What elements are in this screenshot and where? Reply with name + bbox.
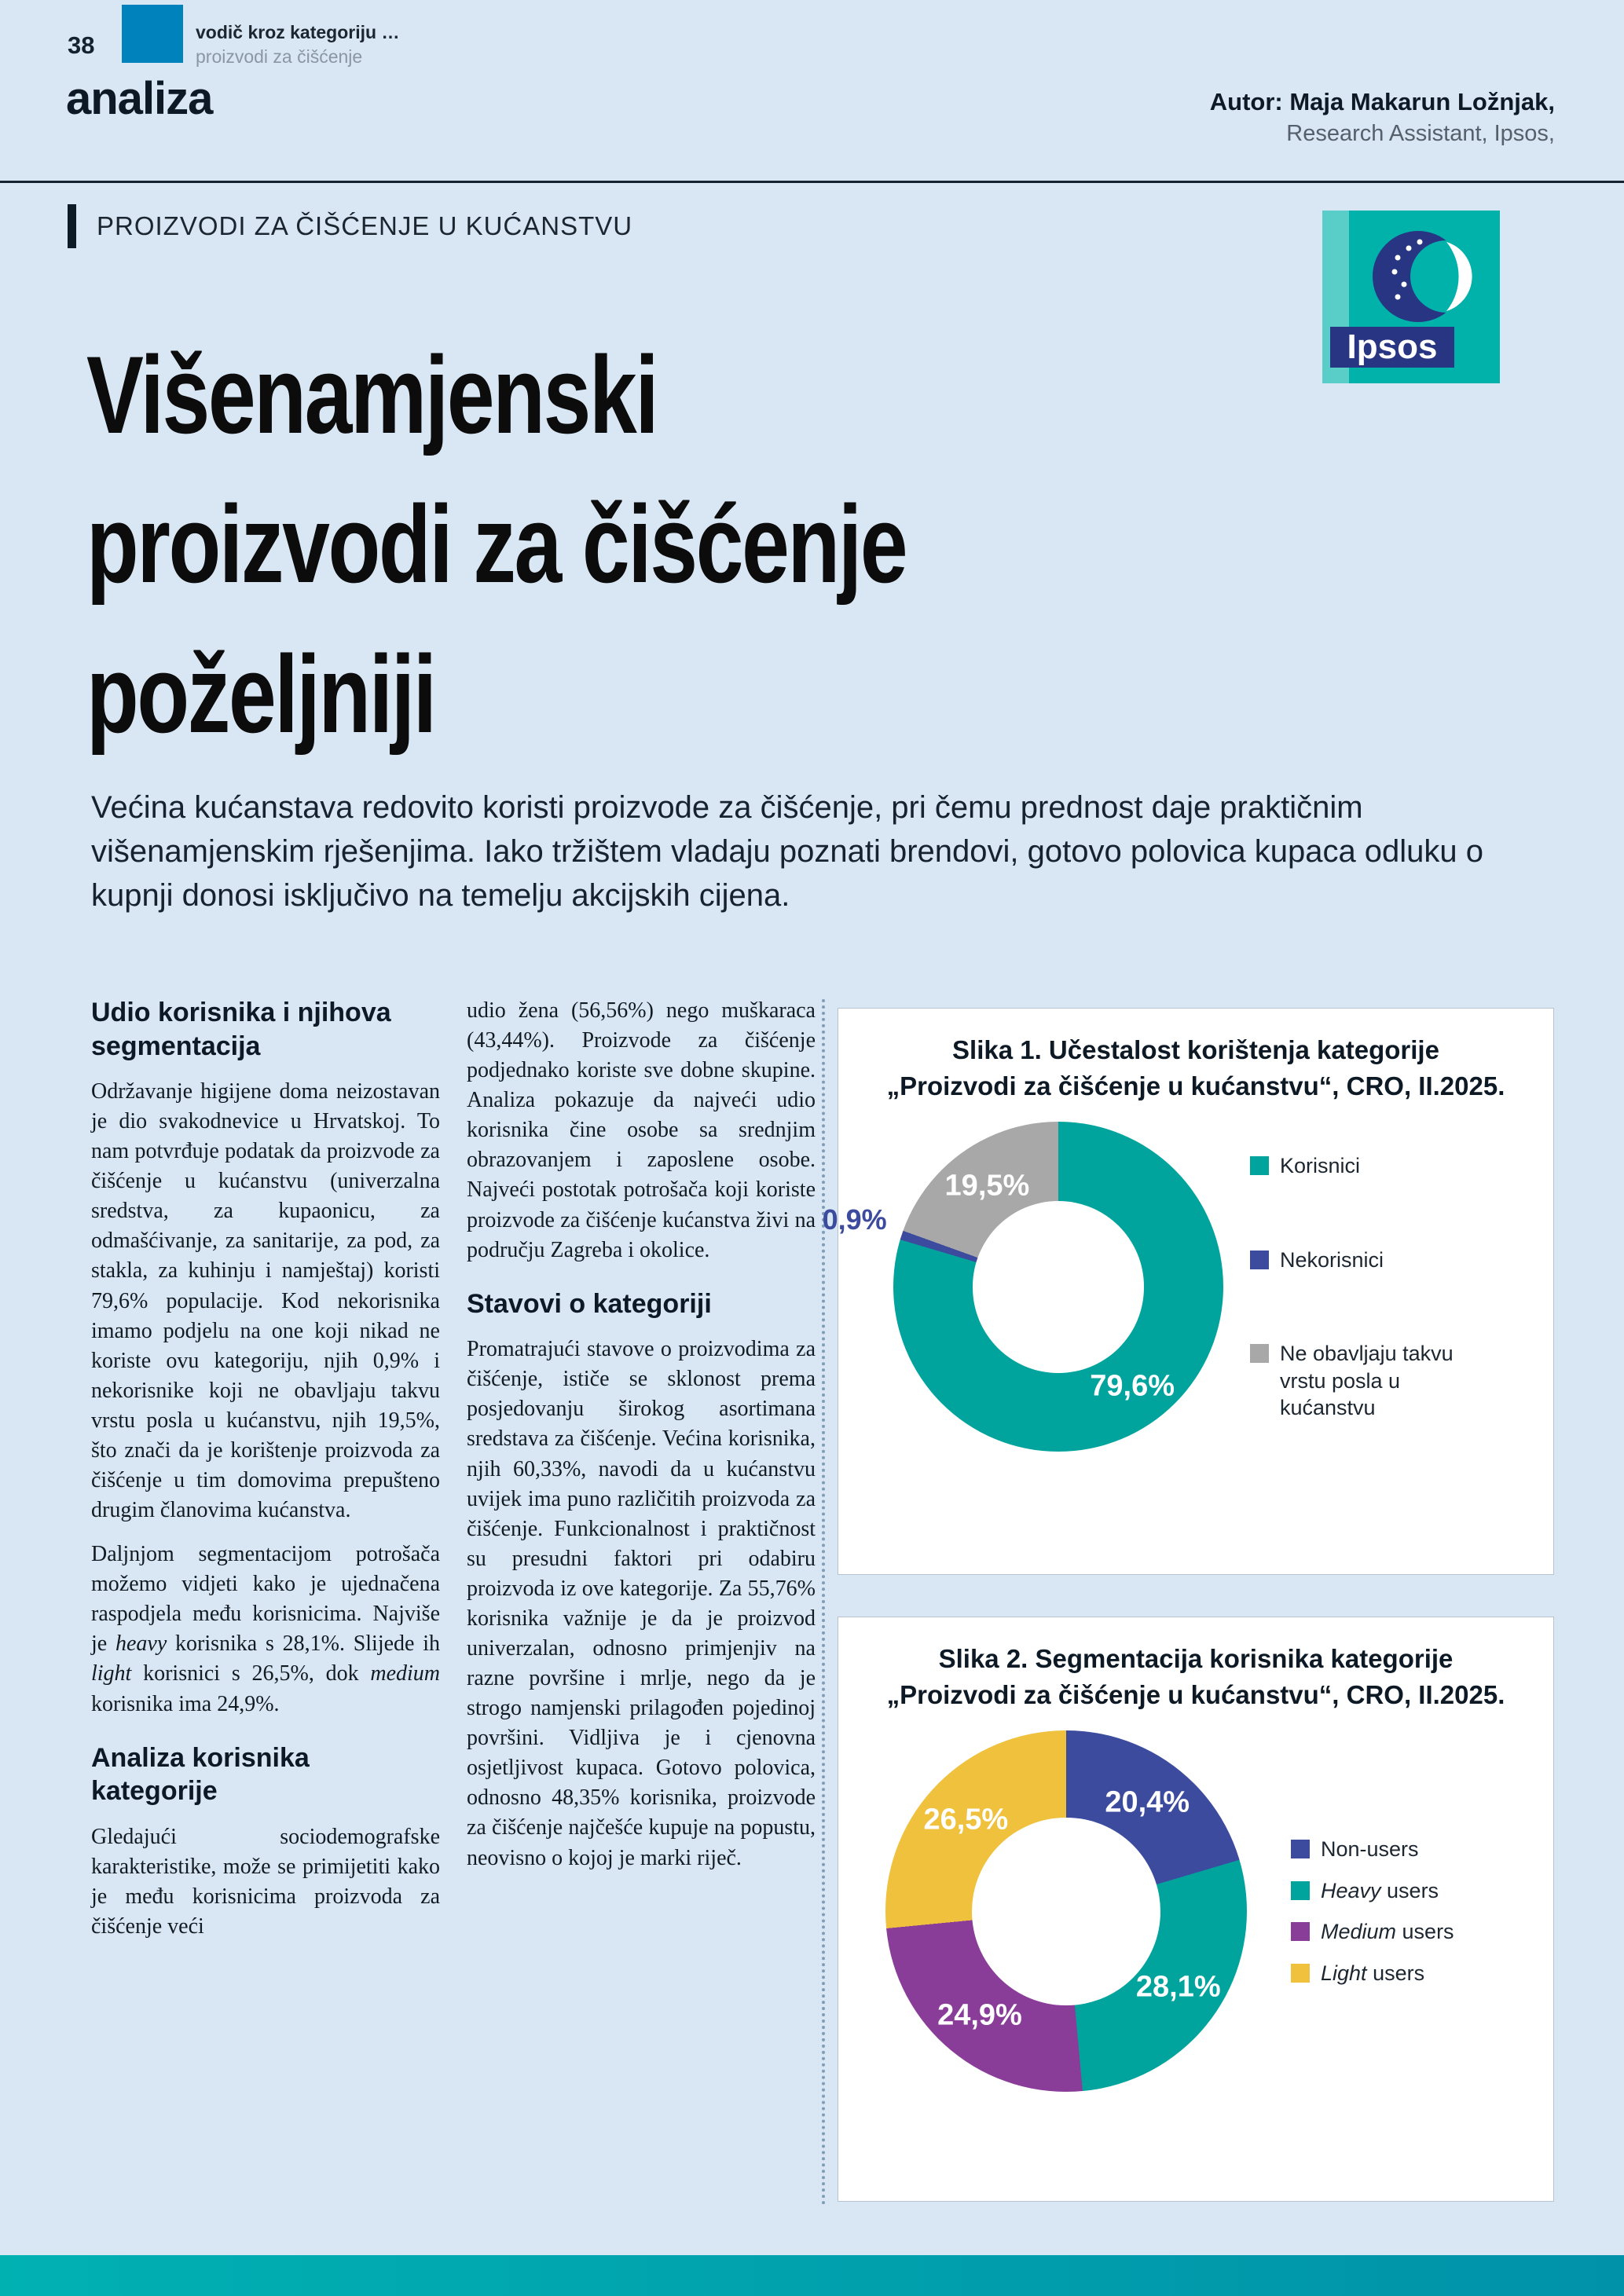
legend-swatch bbox=[1291, 1922, 1310, 1941]
chart-2-title bbox=[838, 1617, 1553, 1713]
legend-label: Ne obavljaju takvu vrstu posla u kućanstvu bbox=[1280, 1342, 1454, 1420]
text-run: Daljnjom segmentacijom potrošača možemo vidjeti kako je ujednačena raspodjela među korisnicima. Najviše je bbox=[91, 1542, 440, 1657]
chart-legend bbox=[1250, 1152, 1486, 1422]
legend-swatch bbox=[1291, 1840, 1310, 1858]
charts-column bbox=[822, 1008, 1554, 2202]
ipsos-logo-graphic bbox=[1322, 211, 1500, 383]
legend-item bbox=[1291, 1877, 1527, 1905]
kicker-line2: proizvodi za čišćenje bbox=[196, 46, 363, 67]
donut-hole bbox=[973, 1201, 1144, 1372]
chart-title-line-2: „Proizvodi za čišćenje u kućanstvu“, CRO, II.2025. bbox=[886, 1071, 1505, 1101]
column1-paragraph-1: Održavanje higijene doma neizostavan je dio svakodnevice u Hrvatskoj. To nam potvrđuje podatak da proizvode za čišćenje u kućanstvu (univerzalna sredstva, za kupaonicu, za odmašćivanje, za sanitarije, za pod, za stakla, za kuhinju i namještaj) koristi 79,6% populacije. Kod nekorisnika imamo podjelu na one koji nikad ne koriste ovu kategoriju, njih 0,9% i nekorisnike koji ne obavljaju takvu vrstu posla u kućanstvu, njih 19,5%, što znači da je korištenje proizvoda za čišćenje u tim domovima prepušteno drugim članovima kućanstva. bbox=[91, 1079, 440, 1523]
legend-swatch bbox=[1250, 1344, 1269, 1363]
column-separator bbox=[822, 999, 825, 2206]
column-2 bbox=[467, 996, 816, 1888]
category-accent-bar bbox=[68, 204, 76, 248]
legend-swatch bbox=[1291, 1964, 1310, 1983]
legend-label: Light users bbox=[1321, 1961, 1425, 1985]
ipsos-logo bbox=[1322, 211, 1500, 383]
column2-paragraph-1: udio žena (56,56%) nego muškaraca (43,44%). Proizvode za čišćenje podjednako koriste sve dobne skupine. Analiza pokazuje da najveći udio korisnika čine osobe sa srednjim obrazovanjem i zaposlene osobe. Najveći postotak potrošača koji koriste proizvode za čišćenje kućanstva živi na području Zagreba i okolice. bbox=[467, 998, 816, 1262]
chart-body bbox=[838, 1730, 1553, 2092]
slice-label: 28,1% bbox=[1135, 1970, 1221, 2004]
kicker bbox=[196, 22, 399, 68]
legend-item bbox=[1250, 1152, 1486, 1180]
chart-title-line-1: Slika 2. Segmentacija korisnika kategorije bbox=[938, 1644, 1454, 1673]
category-strip bbox=[68, 204, 632, 248]
headline bbox=[86, 320, 906, 769]
chart-title-line-2: „Proizvodi za čišćenje u kućanstvu“, CRO, II.2025. bbox=[886, 1680, 1505, 1710]
legend-label: Korisnici bbox=[1280, 1154, 1361, 1177]
slice-label: 79,6% bbox=[1090, 1369, 1175, 1403]
legend-swatch bbox=[1291, 1881, 1310, 1900]
text-run: korisnici s 26,5%, dok bbox=[131, 1661, 371, 1686]
author-role: Research Assistant, Ipsos, bbox=[1286, 121, 1555, 146]
donut-hole bbox=[972, 1818, 1160, 2005]
publication-logo-square bbox=[122, 5, 183, 63]
legend-swatch bbox=[1250, 1251, 1269, 1269]
legend-label: Heavy users bbox=[1321, 1878, 1439, 1902]
column1-heading-1: Udio korisnika i njihova segmentacija bbox=[91, 998, 391, 1061]
page-number: 38 bbox=[68, 31, 95, 59]
legend-item bbox=[1291, 1836, 1527, 1863]
author-name: Autor: Maja Makarun Ložnjak, bbox=[1209, 88, 1555, 115]
column-1 bbox=[91, 996, 440, 1956]
column1-heading-2: Analiza korisnika kategorije bbox=[91, 1742, 310, 1807]
italic-term: medium bbox=[370, 1661, 440, 1686]
section-title: analiza bbox=[66, 73, 213, 124]
lead-paragraph: Većina kućanstava redovito koristi proizvode za čišćenje, pri čemu prednost daje praktičnim višenamjenskim rješenjima. Iako tržištem vladaju poznati brendovi, gotovo polovica kupaca odluku o kupnji donosi isključivo na temelju akcijskih cijena. bbox=[91, 790, 1484, 913]
text-run: korisnika s 28,1%. Slijede ih bbox=[167, 1631, 440, 1657]
chart-title-line-1: Slika 1. Učestalost korištenja kategorije bbox=[952, 1035, 1439, 1064]
italic-term: light bbox=[91, 1661, 132, 1686]
donut-chart bbox=[822, 1122, 1223, 1452]
slice-label: 24,9% bbox=[937, 1998, 1022, 2032]
text-run: korisnika ima 24,9%. bbox=[91, 1691, 280, 1716]
slice-label: 0,9% bbox=[822, 1203, 887, 1236]
column2-paragraph-2: Promatrajući stavove o proizvodima za čišćenje, ističe se sklonost prema posjedovanju širokog asortimana sredstava za čišćenje. Većina korisnika, njih 60,33%, navodi da u kućanstvu uvijek ima puno različitih proizvoda za čišćenje. Funkcionalnost i praktičnost su presudni faktori pri odabiru proizvoda iz ove kategorije. Za 55,76% korisnika važnije je da je proizvod univerzalan, odnosno primjenjiv na razne površine i mrlje, nego da je strogo namjenski prilagođen pojedinoj površini. Vidljiva je i cjenovna osjetljivost kupaca. Gotovo polovica, odnosno 48,35% korisnika, proizvode za čišćenje najčešće kupuje na popustu, neovisno o kojoj je marki riječ. bbox=[467, 1337, 816, 1870]
legend-item bbox=[1291, 1960, 1527, 1987]
legend-item bbox=[1250, 1247, 1486, 1274]
legend-swatch bbox=[1250, 1156, 1269, 1175]
column1-paragraph-2 bbox=[91, 1540, 440, 1719]
headline-line-3: poželjniji bbox=[86, 632, 435, 756]
headline-line-1: Višenamjenski bbox=[86, 333, 658, 456]
ipsos-wordmark: Ipsos bbox=[1347, 328, 1438, 366]
column1-paragraph-3: Gledajući sociodemografske karakteristike, može se primijetiti kako je među korisnicima proizvoda za čišćenje veći bbox=[91, 1824, 440, 1939]
author-block bbox=[1210, 88, 1555, 147]
slice-label: 19,5% bbox=[944, 1169, 1030, 1203]
legend-item bbox=[1250, 1340, 1486, 1422]
chart-1-title bbox=[838, 1009, 1553, 1104]
slice-label: 20,4% bbox=[1105, 1785, 1190, 1819]
chart-1-usage-frequency bbox=[822, 1008, 1554, 1575]
legend-label: Nekorisnici bbox=[1280, 1247, 1384, 1272]
footer-bar bbox=[0, 2255, 1624, 2296]
slice-label: 26,5% bbox=[923, 1803, 1009, 1836]
donut-chart bbox=[885, 1730, 1247, 2092]
legend-label: Non-users bbox=[1321, 1837, 1419, 1862]
chart-legend bbox=[1291, 1836, 1527, 1987]
chart-2-user-segmentation bbox=[838, 1617, 1554, 2202]
category-label: PROIZVODI ZA ČIŠĆENJE U KUĆANSTVU bbox=[97, 211, 633, 240]
divider bbox=[0, 181, 1624, 183]
kicker-line1: vodič kroz kategoriju … bbox=[196, 22, 400, 42]
column2-heading: Stavovi o kategoriji bbox=[467, 1288, 712, 1319]
italic-term: heavy bbox=[115, 1631, 167, 1657]
legend-item bbox=[1291, 1918, 1527, 1946]
legend-label: Medium users bbox=[1321, 1920, 1454, 1944]
headline-line-2: proizvodi za čišćenje bbox=[86, 482, 907, 606]
chart-body bbox=[822, 1122, 1553, 1452]
